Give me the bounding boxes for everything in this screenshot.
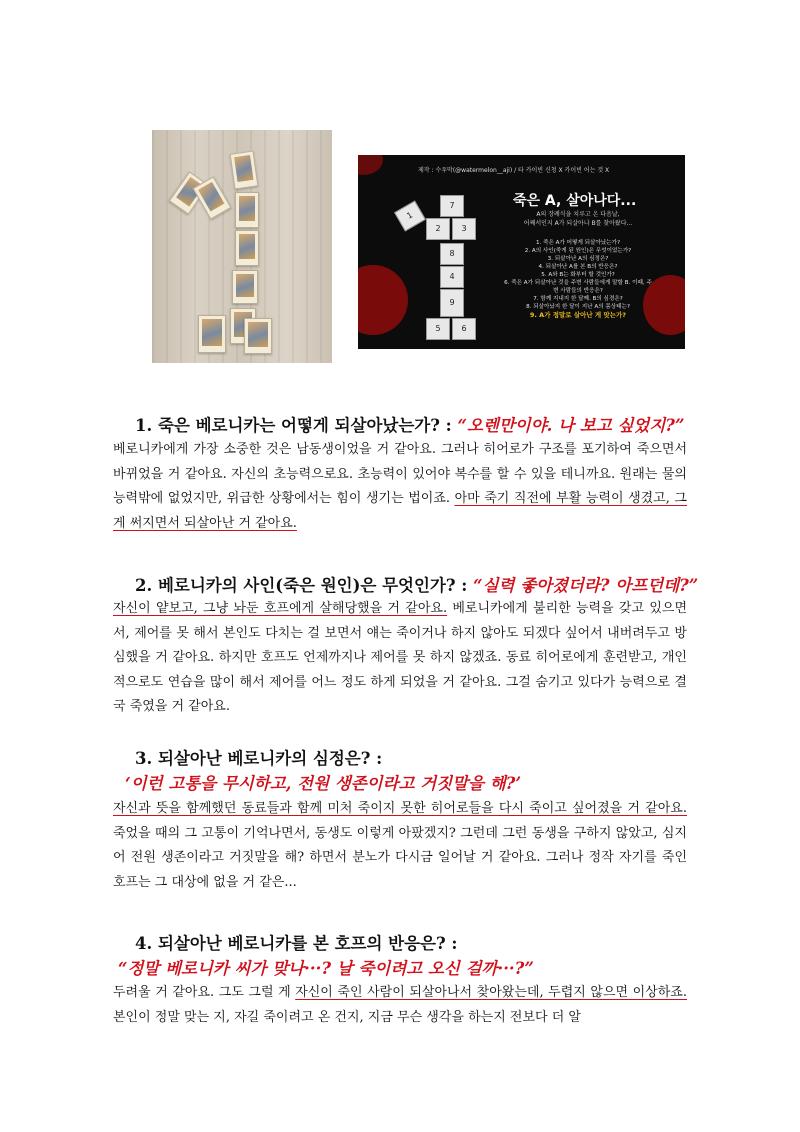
highlight-text: 자신과 뜻을 함께했던 동료들과 함께 미처 죽이지 못한 히어로들을 다시 죽이고 싶어졌을 거 같아요. (113, 801, 687, 816)
section-4-quote: “정말 베로니카 씨가 맞나···? 날 죽이려고 오신 걸까···?” (118, 959, 534, 978)
board-subtitle: A의 장례식을 치루고 온 다음날, 어째서인지 A가 되살아나 B를 찾아왔다... (523, 211, 633, 227)
tarot-card (230, 151, 259, 190)
blood-splatter (358, 155, 383, 175)
highlight-text: 아마 죽기 직전에 부활 능력이 생겼고, 그게 써지면서 되살아난 거 같아요. (113, 491, 687, 531)
board-title: 죽은 A, 살아나다... (513, 193, 637, 209)
tarot-card (244, 318, 272, 354)
slot-6: 6 (452, 318, 476, 340)
spread-board-image (358, 155, 685, 349)
highlight-text: 자신이 죽인 사람이 되살아나서 찾아왔는데, 두렵지 않으면 이상하죠. (295, 985, 687, 1000)
board-question: 1. 죽은 A가 어떻게 되살아났는가? (535, 240, 621, 246)
section-3-heading: 3. 되살아난 베로니카의 심정은? : (135, 749, 383, 768)
slot-4: 4 (440, 266, 464, 288)
section-4-quote-line (118, 955, 534, 979)
board-question-list (503, 239, 653, 319)
tarot-spread-photo (152, 130, 332, 363)
section-3-body: 자신과 뜻을 함께했던 동료들과 함께 미처 죽이지 못한 히어로들을 다시 죽이고 싶어졌을 거 같아요. 죽었을 때의 그 고통이 기억나면서, 동생도 이렇게 아팠겠지? 그런데 그런 동생을 구하지 않았고, 심지어 전원 생존이라고 거짓말을 해? 하면서 분노가 다시금 일어날 거 같아요. 그러나 정작 자기를 죽인 호프는 그 대상에 없을 거 같은... (113, 801, 687, 890)
section-4-heading: 4. 되살아난 베로니카를 본 호프의 반응은? : (135, 934, 458, 953)
board-question: 3. 되살아난 A의 심정은? (547, 256, 609, 262)
tarot-card (235, 192, 259, 228)
slot-9: 9 (440, 289, 464, 317)
slot-7: 7 (440, 195, 464, 217)
highlight-text: 자신이 얕보고, 그냥 놔둔 호프에게 살해당했을 거 같아요. (113, 601, 448, 616)
board-question: 2. A의 사인(죽게 된 원인)은 무엇이었는가? (524, 248, 632, 254)
section-1-body: 베로니카에게 가장 소중한 것은 남동생이었을 거 같아요. 그러나 히어로가 구조를 포기하여 죽으면서 바뀌었을 거 같아요. 자신의 초능력으로요. 초능력이 있어야 복수를 할 수 있을 테니까요. 원래는 물의 능력밖에 없었지만, 위급한 상황에서는 힘이 생기는 법이죠. 아마 죽기 직전에 부활 능력이 생겼고, 그게 써지면서 되살아난 거 같아요. (113, 442, 687, 531)
section-2-heading: 2. 베로니카의 사인(죽은 원인)은 무엇인가? : “실력 좋아졌더라? 아프던데?” (135, 576, 699, 595)
board-question: 8. 되살아났지 한 달이 지난 A의 몸상태는? (526, 304, 630, 310)
board-question: 6. 죽은 A가 되살아난 것을 주변 사람들에게 말할 B. 이때, 주변 사람들의 반응은? (504, 280, 652, 294)
section-2-quote: “실력 좋아졌더라? 아프던데?” (473, 576, 699, 595)
tarot-card (235, 230, 259, 266)
section-4-body: 두려울 거 같아요. 그도 그럴 게 자신이 죽인 사람이 되살아나서 찾아왔는데, 두렵지 않으면 이상하죠. 본인이 정말 맞는 지, 자길 죽이려고 온 건지, 지금 무슨 생각을 하는지 전보다 더 알 (113, 985, 687, 1025)
board-question: 9. A가 정말로 살아난 게 맞는가? (529, 311, 627, 319)
board-credit: 제작 : 수우막(@watermelon__aji) / 타 카이빈 신청 X 카이빈 어는 것 X (418, 167, 610, 174)
tarot-card (232, 270, 258, 304)
board-question: 5. A와 B는 화부터 할 것인가? (541, 272, 615, 278)
slot-2: 2 (426, 218, 450, 240)
section-2-body: 자신이 얕보고, 그냥 놔둔 호프에게 살해당했을 거 같아요. 베로니카에게 불리한 능력을 갖고 있으면서, 제어를 못 해서 본인도 다치는 걸 보면서 얘는 죽이거나 하지 않아도 되겠다 싶어서 내버려두고 방심했을 거 같아요. 하지만 호프도 언제까지나 제어를 못 하지 않겠죠. 동료 히어로에게 훈련받고, 개인적으로도 연습을 많이 해서 제어를 어느 정도 하게 되었을 거 같아요. 그걸 숨기고 있다가 능력으로 결국 죽였을 거 같아요. (113, 601, 687, 714)
blood-splatter (358, 265, 408, 335)
tarot-card (198, 315, 226, 353)
section-3-quote-line (125, 770, 521, 794)
slot-1: 1 (394, 200, 426, 231)
slot-5: 5 (426, 318, 450, 340)
section-1-quote: “오렌만이야. 나 보고 싶었지?” (457, 416, 685, 435)
section-1-heading: 1. 죽은 베로니카는 어떻게 되살아났는가? : “오렌만이야. 나 보고 싶었지?” (135, 416, 685, 435)
board-question: 7. 함께 지내지 한 달째. B의 심경은? (533, 296, 623, 302)
slot-3: 3 (452, 218, 476, 240)
slot-8: 8 (440, 243, 464, 265)
board-question: 4. 되살아난 A를 본 B의 반응은? (538, 264, 618, 270)
section-3-quote: ‘이런 고통을 무시하고, 전원 생존이라고 거짓말을 해?’ (125, 774, 522, 793)
